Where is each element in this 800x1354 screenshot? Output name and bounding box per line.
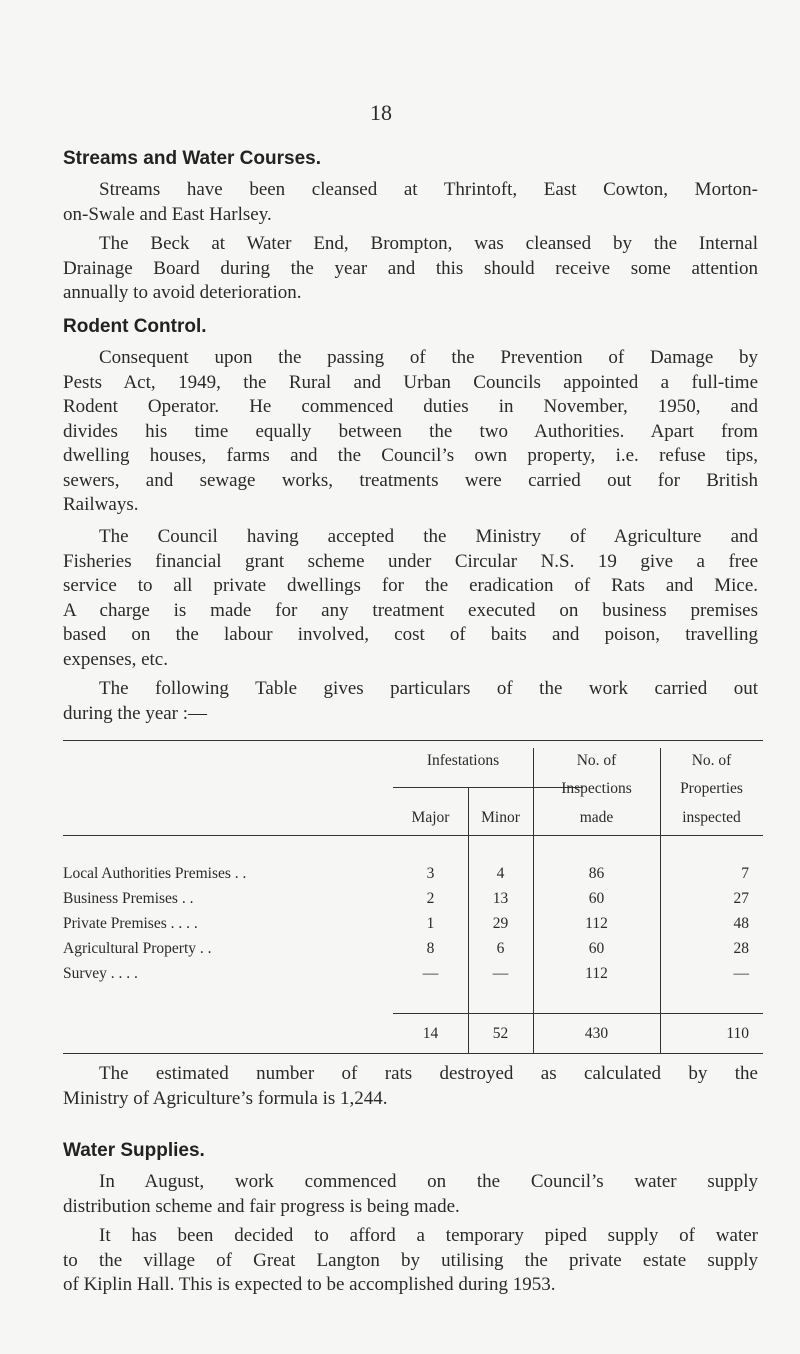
rodent-paragraph-3: The following Table gives particulars of the work carried out during the year :— <box>63 678 758 724</box>
rodent-paragraph-2: The Council having accepted the Ministry of Agriculture and Fisheries financial grant scheme under Circular N.S. 19 give a free service to all private dwellings for the eradication of Rats and Mice. A charge is made for any treatment executed on business premises based on the labour involved, cost of baits and poison, travelling expenses, etc. <box>63 526 758 670</box>
header-properties-1: No. of <box>691 752 732 769</box>
row-label: Private Premises . . . . <box>63 915 198 932</box>
cell-properties: 7 <box>741 865 749 882</box>
cell-inspections: 112 <box>585 915 608 932</box>
page-number: 18 <box>370 100 392 125</box>
cell-major: 2 <box>426 890 435 907</box>
header-minor: Minor <box>481 809 520 826</box>
row-label: Agricultural Property . . <box>63 940 212 957</box>
cell-major: 1 <box>426 915 435 932</box>
header-inspections-2: Inspections <box>561 780 632 797</box>
cell-minor: 29 <box>492 915 509 932</box>
water-paragraph-2: It has been decided to afford a temporary piped supply of water to the village of Great Langton by utilising the private estate supply of Kiplin Hall. This is expected to be accomplished during 1953. <box>63 1225 758 1295</box>
total-properties: 110 <box>726 1025 749 1042</box>
header-inspections-3: made <box>579 809 614 826</box>
total-inspections: 430 <box>584 1025 609 1042</box>
header-properties-2: Properties <box>680 780 743 797</box>
header-properties-3: inspected <box>682 809 741 826</box>
streams-paragraph-1: Streams have been cleansed at Thrintoft, East Cowton, Morton- on-Swale and East Harlsey. <box>63 179 758 225</box>
cell-inspections: 60 <box>588 890 605 907</box>
cell-major: 8 <box>426 940 435 957</box>
cell-minor: 6 <box>496 940 505 957</box>
cell-major: 3 <box>426 865 435 882</box>
cell-inspections: 112 <box>585 965 608 982</box>
cell-inspections: 86 <box>588 865 605 882</box>
total-major: 14 <box>422 1025 439 1042</box>
cell-properties: 28 <box>733 940 749 957</box>
heading-rodent-control: Rodent Control. <box>63 316 207 337</box>
cell-properties: — <box>733 965 749 982</box>
row-label: Survey . . . . <box>63 965 138 982</box>
rodent-paragraph-1: Consequent upon the passing of the Prevention of Damage by Pests Act, 1949, the Rural and Urban Councils appointed a full-time Rodent Operator. He commenced duties in November, 1950, and divides his time equally between the two Authorities. Apart from dwelling houses, farms and the Council’s own property, i.e. refuse tips, sewers, and sewage works, treatments were carried out for British Railways. <box>63 347 758 515</box>
cell-inspections: 60 <box>588 940 605 957</box>
rodent-work-table <box>63 740 763 1040</box>
cell-properties: 27 <box>733 890 749 907</box>
cell-minor: — <box>492 965 509 982</box>
heading-streams: Streams and Water Courses. <box>63 148 321 169</box>
cell-major: — <box>422 965 439 982</box>
cell-minor: 13 <box>492 890 509 907</box>
total-minor: 52 <box>492 1025 509 1042</box>
heading-water-supplies: Water Supplies. <box>63 1140 205 1161</box>
water-paragraph-1: In August, work commenced on the Council’s water supply distribution scheme and fair progress is being made. <box>63 1171 758 1217</box>
rodent-after-table: The estimated number of rats destroyed as calculated by the Ministry of Agriculture’s formula is 1,244. <box>63 1063 758 1109</box>
header-infestations: Infestations <box>426 752 500 769</box>
cell-minor: 4 <box>496 865 505 882</box>
cell-properties: 48 <box>733 915 749 932</box>
streams-paragraph-2: The Beck at Water End, Brompton, was cleansed by the Internal Drainage Board during the year and this should receive some attention annually to avoid deterioration. <box>63 233 758 303</box>
row-label: Business Premises . . <box>63 890 194 907</box>
header-inspections-1: No. of <box>576 752 617 769</box>
row-label: Local Authorities Premises . . <box>63 865 247 882</box>
header-major: Major <box>411 809 450 826</box>
